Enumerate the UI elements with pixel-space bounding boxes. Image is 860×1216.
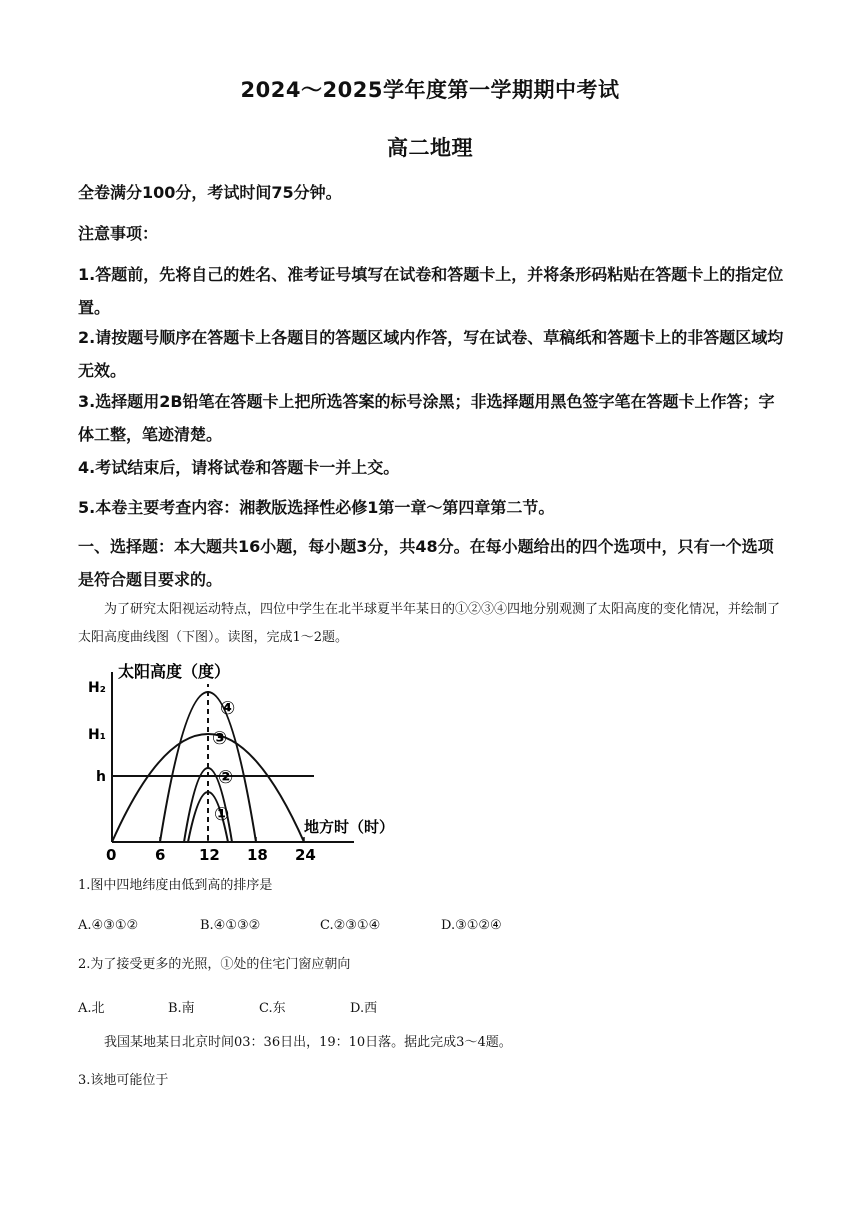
score-line: 全卷满分100分，考试时间75分钟。 <box>78 183 342 202</box>
x-axis-label: 地方时（时） <box>304 818 395 836</box>
x-tick-18: 18 <box>247 846 268 862</box>
x-tick-24: 24 <box>295 846 316 862</box>
curve-3 <box>112 734 304 842</box>
q2-option-a: A.北 <box>78 1001 105 1016</box>
solar-altitude-figure <box>82 662 412 862</box>
note-2: 2.请按题号顺序在答题卡上各题目的答题区域内作答，写在试卷、草稿纸和答题卡上的非答题区域均无效。 <box>78 328 784 380</box>
curve-label-4: ④ <box>220 698 236 719</box>
q1-option-d: D.③①②④ <box>441 918 502 933</box>
passage-2: 我国某地某日北京时间03：36日出，19：10日落。据此完成3～4题。 <box>104 1035 512 1050</box>
y-axis-label: 太阳高度（度） <box>118 662 231 681</box>
q2-option-b: B.南 <box>168 1001 195 1016</box>
x-tick-6: 6 <box>155 846 166 862</box>
q2-option-c: C.东 <box>259 1001 286 1016</box>
y-tick-h2: H₂ <box>88 680 106 696</box>
note-3: 3.选择题用2B铅笔在答题卡上把所选答案的标号涂黑；非选择题用黑色签字笔在答题卡上作答；字体工整，笔迹清楚。 <box>78 392 775 444</box>
note-1: 1.答题前，先将自己的姓名、准考证号填写在试卷和答题卡上，并将条形码粘贴在答题卡上的指定位置。 <box>78 265 784 317</box>
q1-option-b: B.④①③② <box>200 918 261 933</box>
q2-option-d: D.西 <box>350 1001 378 1016</box>
y-tick-h1: H₁ <box>88 727 106 743</box>
question-3-stem: 3.该地可能位于 <box>78 1073 169 1088</box>
subject-title: 高二地理 <box>387 136 473 160</box>
notice-heading: 注意事项： <box>78 224 159 243</box>
exam-title: 2024～2025学年度第一学期期中考试 <box>240 78 620 102</box>
passage-1: 为了研究太阳视运动特点，四位中学生在北半球夏半年某日的①②③④四地分别观测了太阳高度的变化情况，并绘制了太阳高度曲线图（下图）。读图，完成1～2题。 <box>78 602 781 645</box>
x-tick-0: 0 <box>106 846 117 862</box>
curve-label-1: ① <box>214 804 230 825</box>
q1-option-c: C.②③①④ <box>320 918 381 933</box>
question-1-stem: 1.图中四地纬度由低到高的排序是 <box>78 878 273 893</box>
q1-option-a: A.④③①② <box>78 918 139 933</box>
question-2-stem: 2.为了接受更多的光照，①处的住宅门窗应朝向 <box>78 957 351 972</box>
x-tick-12: 12 <box>199 846 220 862</box>
note-4: 4.考试结束后，请将试卷和答题卡一并上交。 <box>78 458 400 477</box>
y-tick-h: h <box>96 769 106 785</box>
curve-label-3: ③ <box>212 728 228 749</box>
note-5: 5.本卷主要考查内容：湘教版选择性必修1第一章～第四章第二节。 <box>78 498 555 517</box>
section-heading: 一、选择题：本大题共16小题，每小题3分，共48分。在每小题给出的四个选项中，只有一个选项是符合题目要求的。 <box>78 537 774 589</box>
curve-label-2: ② <box>218 767 234 788</box>
